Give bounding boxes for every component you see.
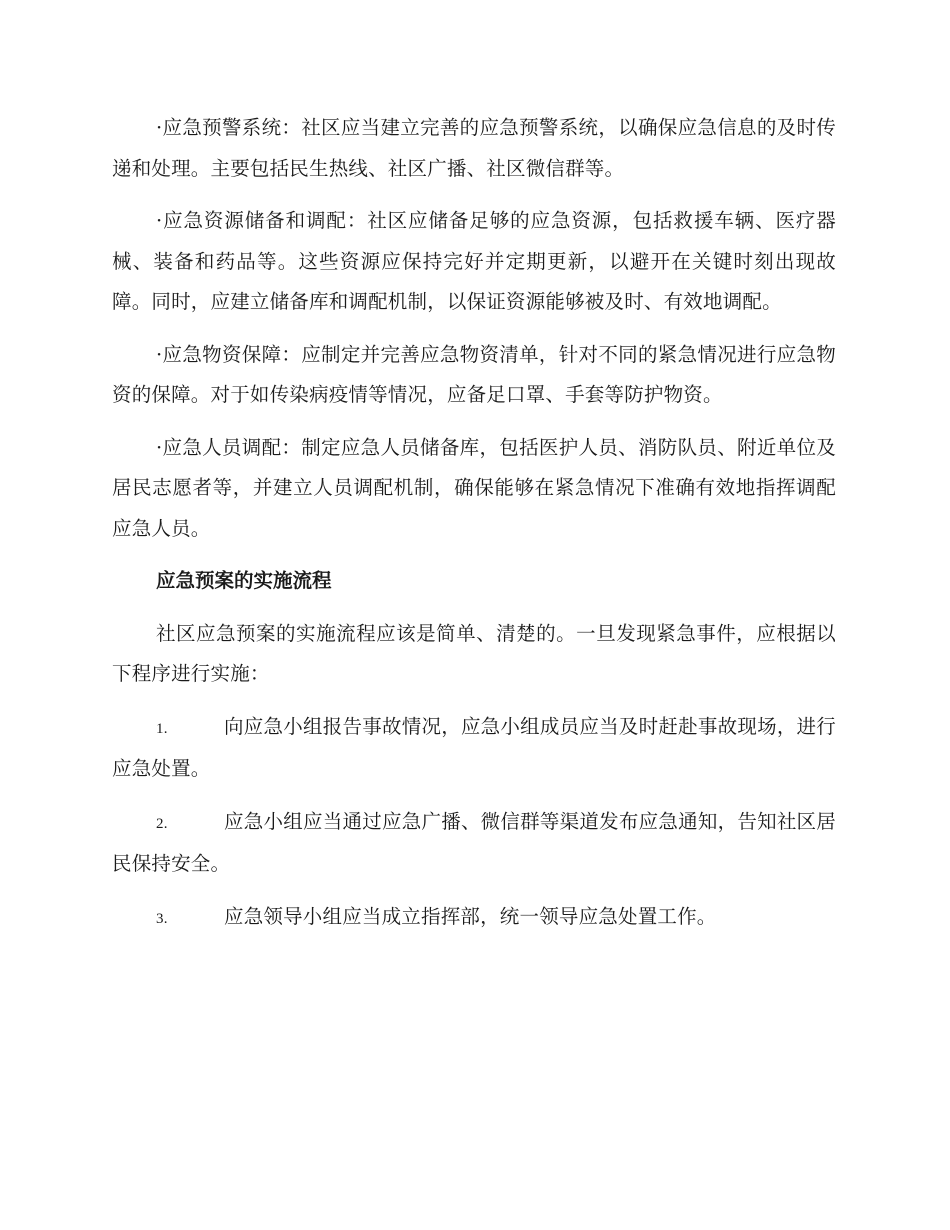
step-text: 应急领导小组应当成立指挥部，统一领导应急处置工作。: [224, 904, 717, 928]
step-number: 2.: [156, 815, 168, 832]
bullet-paragraph-resource-reserve: ·应急资源储备和调配：社区应储备足够的应急资源，包括救援车辆、医疗器械、装备和药品等。这些资源应保持完好并定期更新，以避开在关键时刻出现故障。同时，应建立储备库和调配机制，以保证资源能够被及时、有效地调配。: [112, 209, 836, 313]
numbered-step-2: [112, 802, 836, 885]
bullet-paragraph-warning-system: ·应急预警系统：社区应当建立完善的应急预警系统，以确保应急信息的及时传递和处理。主要包括民生热线、社区广播、社区微信群等。: [112, 116, 836, 180]
numbered-step-3: [112, 897, 836, 940]
bullet-paragraph-personnel: ·应急人员调配：制定应急人员储备库，包括医护人员、消防队员、附近单位及居民志愿者等，并建立人员调配机制，确保能够在紧急情况下准确有效地指挥调配应急人员。: [112, 435, 836, 540]
section-heading: 应急预案的实施流程: [156, 569, 332, 592]
step-text: 应急小组应当通过应急广播、微信群等渠道发布应急通知，告知社区居民保持安全。: [112, 809, 836, 875]
step-number: 3.: [156, 910, 168, 927]
step-text: 向应急小组报告事故情况，应急小组成员应当及时赶赴事故现场，进行应急处置。: [112, 714, 836, 780]
bullet-paragraph-material-supply: ·应急物资保障：应制定并完善应急物资清单，针对不同的紧急情况进行应急物资的保障。对于如传染病疫情等情况，应备足口罩、手套等防护物资。: [112, 342, 836, 406]
step-number: 1.: [156, 720, 168, 737]
intro-paragraph: 社区应急预案的实施流程应该是简单、清楚的。一旦发现紧急事件，应根据以下程序进行实施：: [112, 621, 836, 685]
numbered-step-1: [112, 707, 836, 790]
document-body: [112, 108, 836, 951]
